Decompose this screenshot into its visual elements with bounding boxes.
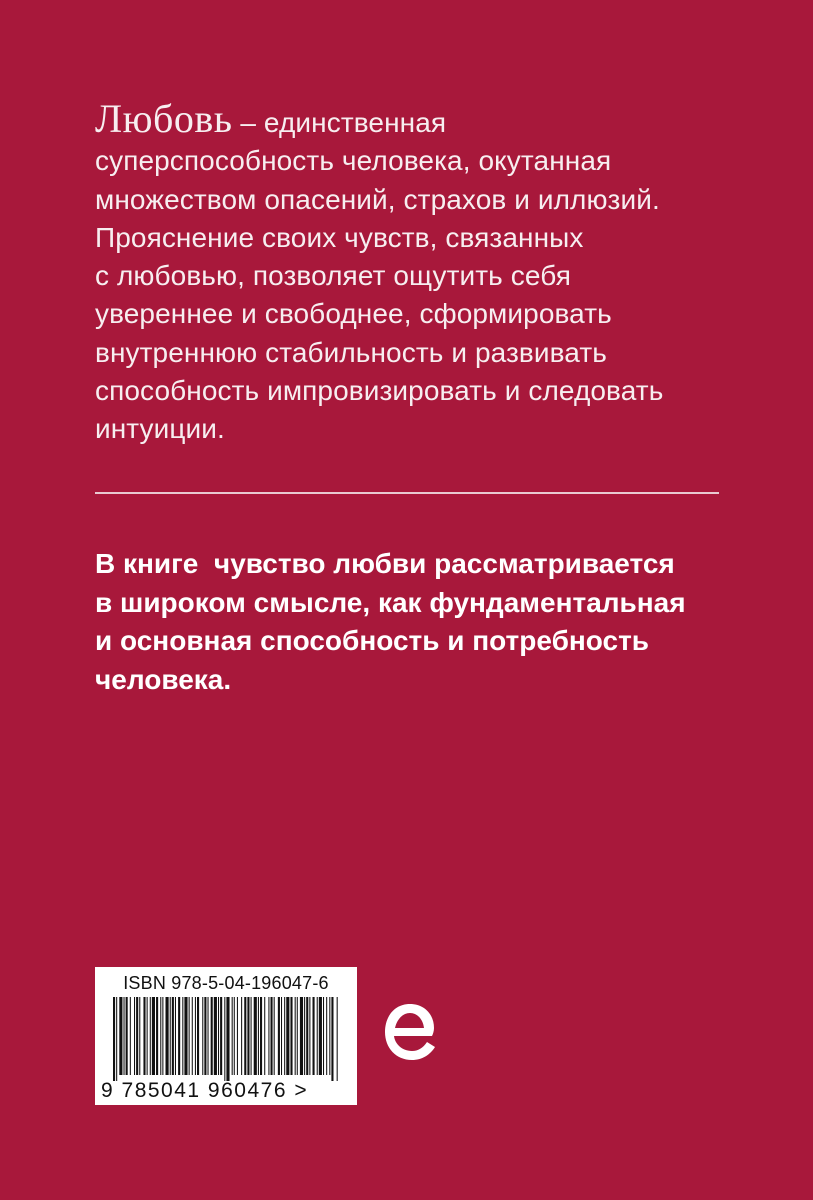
ean-digits: 9 785041 960476 >	[101, 1079, 309, 1102]
blurb-line: Прояснение своих чувств, связанных	[95, 221, 584, 253]
isbn-number: ISBN 978-5-04-196047-6	[123, 973, 329, 993]
blurb-line: суперспособность человека, окутанная	[95, 145, 612, 177]
blurb-line-text: – единственная	[232, 107, 447, 138]
divider-line	[95, 492, 719, 494]
summary-line: человека.	[95, 663, 232, 695]
summary-text	[95, 545, 735, 699]
barcode-bars	[113, 997, 339, 1081]
blurb-lead-word: Любовь	[95, 96, 233, 141]
blurb-text	[95, 96, 735, 449]
blurb-line-1	[95, 96, 735, 142]
blurb-line: с любовью, позволяет ощутить себя	[95, 260, 571, 292]
summary-line: и основная способность и потребность	[95, 625, 650, 656]
blurb-line: способность импровизировать и следовать	[95, 375, 664, 407]
blurb-line: внутреннюю стабильность и развивать	[95, 336, 607, 368]
blurb-line: увереннее и свободнее, сформировать	[95, 298, 612, 330]
publisher-e-logo-icon	[380, 998, 440, 1066]
summary-line: в широком смысле, как фундаментальная	[95, 586, 686, 618]
blurb-line: множеством опасений, страхов и иллюзий.	[95, 183, 660, 215]
summary-line: В книге чувство любви рассматривается	[95, 548, 675, 579]
barcode-block	[95, 967, 357, 1105]
blurb-line: интуиции.	[95, 413, 225, 445]
